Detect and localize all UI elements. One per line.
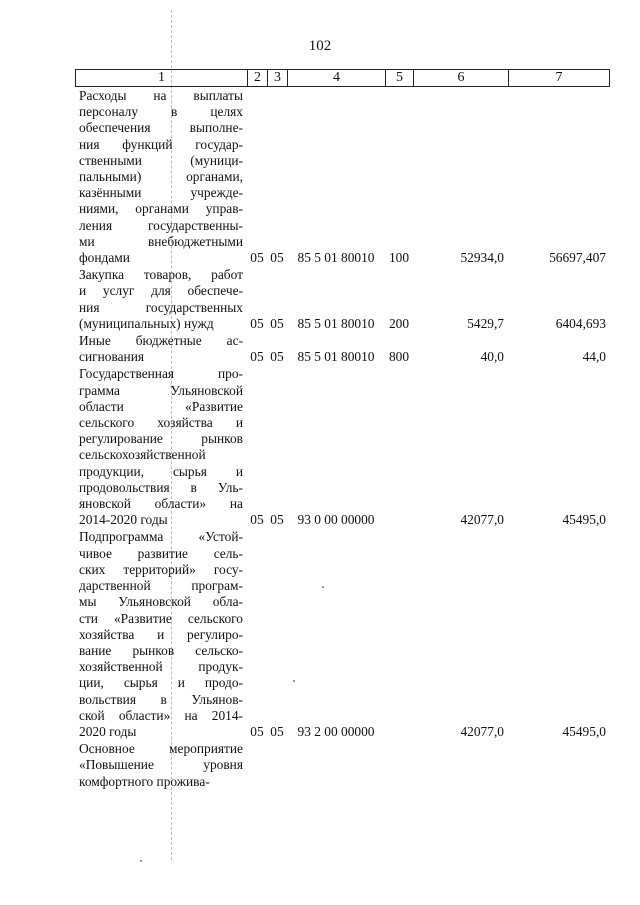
- description-line: продукции, сырья и: [79, 463, 243, 479]
- header-col-5: 5: [386, 70, 414, 86]
- budget-table: [75, 69, 610, 790]
- description-line: ственными (муници-: [79, 152, 243, 168]
- description-line: ления государственны-: [79, 217, 243, 233]
- description-line: персоналу в целях: [79, 104, 243, 120]
- cell-col-3: 05: [270, 512, 284, 528]
- description-line: хозяйственной продук-: [79, 659, 243, 675]
- description-line: ских территорий» госу-: [79, 561, 243, 577]
- header-col-6: 6: [414, 70, 509, 86]
- cell-col-6: 42077,0: [460, 723, 504, 739]
- description-line: ской области» на 2014-: [79, 707, 243, 723]
- description-line: регулирование рынков: [79, 431, 243, 447]
- table-body: [75, 87, 610, 790]
- description-line: и услуг для обеспече-: [79, 283, 243, 299]
- row-description: [75, 528, 243, 740]
- description-line: Основное мероприятие: [79, 741, 243, 757]
- header-col-3: 3: [268, 70, 288, 86]
- description-line: Расходы на выплаты: [79, 88, 243, 103]
- row-description: [75, 740, 243, 790]
- cell-col-3: 05: [270, 349, 284, 365]
- description-line: грамма Ульяновской: [79, 382, 243, 398]
- description-line: мы Ульяновской обла-: [79, 594, 243, 610]
- header-col-7: 7: [555, 70, 563, 85]
- description-line: фондами: [79, 250, 130, 266]
- cell-col-2: 05: [250, 512, 264, 528]
- cell-col-4: 85 5 01 80010: [297, 315, 375, 331]
- cell-col-2: 05: [250, 315, 264, 331]
- description-line: сельскохозяйственной: [79, 447, 206, 463]
- description-line: ния функций государ-: [79, 136, 243, 152]
- description-line: Закупка товаров, работ: [79, 267, 243, 283]
- cell-col-7: 45495,0: [562, 723, 606, 739]
- cell-col-4: 85 5 01 80010: [297, 250, 375, 266]
- description-line: обеспечения выполне-: [79, 120, 243, 136]
- table-row: [75, 365, 610, 528]
- description-line: 2014-2020 годы: [79, 512, 168, 528]
- cell-col-7: 56697,407: [549, 250, 606, 266]
- cell-col-6: 40,0: [480, 349, 504, 365]
- description-line: яновской области» на: [79, 496, 243, 512]
- description-line: ми внебюджетными: [79, 233, 243, 249]
- scan-speck: [293, 680, 295, 682]
- description-line: области «Развитие: [79, 398, 243, 414]
- description-line: 2020 годы: [79, 723, 137, 739]
- description-line: хозяйства и регулиро-: [79, 626, 243, 642]
- cell-col-4: 93 2 00 00000: [297, 723, 375, 739]
- table-row: [75, 332, 610, 365]
- description-line: Государственная про-: [79, 366, 243, 382]
- cell-col-5: 800: [388, 349, 410, 365]
- cell-col-6: 42077,0: [460, 512, 504, 528]
- description-line: вольствия в Ульянов-: [79, 691, 243, 707]
- cell-col-3: 05: [270, 723, 284, 739]
- cell-col-3: 05: [270, 250, 284, 266]
- page-number: 102: [308, 38, 332, 54]
- description-line: казёнными учрежде-: [79, 185, 243, 201]
- description-line: ния государственных: [79, 299, 243, 315]
- cell-col-5: 100: [388, 250, 410, 266]
- cell-col-2: 05: [250, 250, 264, 266]
- description-line: сти «Развитие сельского: [79, 610, 243, 626]
- description-line: ниями, органами управ-: [79, 201, 243, 217]
- description-line: Подпрограмма «Устой-: [79, 529, 243, 545]
- description-line: Иные бюджетные ас-: [79, 333, 243, 349]
- table-header-row: [75, 69, 610, 87]
- scan-speck: [322, 586, 324, 588]
- table-row: [75, 740, 610, 790]
- cell-col-7: 44,0: [582, 349, 606, 365]
- cell-col-5: 200: [388, 315, 410, 331]
- table-row: [75, 87, 610, 266]
- row-description: [75, 365, 243, 528]
- description-line: дарственной програм-: [79, 578, 243, 594]
- cell-col-6: 52934,0: [460, 250, 504, 266]
- header-col-4: 4: [288, 70, 386, 86]
- cell-col-7: 45495,0: [562, 512, 606, 528]
- description-line: (муниципальных) нужд: [79, 315, 214, 331]
- description-line: вание рынков сельско-: [79, 642, 243, 658]
- cell-col-2: 05: [250, 349, 264, 365]
- row-description: [75, 332, 243, 365]
- description-line: продовольствия в Уль-: [79, 479, 243, 495]
- cell-col-2: 05: [250, 723, 264, 739]
- description-line: ции, сырья и продо-: [79, 675, 243, 691]
- header-col-2: 2: [248, 70, 268, 86]
- description-line: сигнования: [79, 349, 145, 365]
- scan-speck: [140, 860, 142, 862]
- description-line: чивое развитие сель-: [79, 545, 243, 561]
- row-description: [75, 87, 243, 266]
- table-row: [75, 528, 610, 740]
- description-line: комфортного прожива-: [79, 773, 210, 789]
- table-row: [75, 266, 610, 332]
- cell-col-7: 6404,693: [555, 315, 606, 331]
- cell-col-4: 93 0 00 00000: [297, 512, 375, 528]
- header-col-1: 1: [76, 70, 248, 86]
- description-line: пальными) органами,: [79, 169, 243, 185]
- cell-col-6: 5429,7: [467, 315, 504, 331]
- description-line: «Повышение уровня: [79, 757, 243, 773]
- cell-col-3: 05: [270, 315, 284, 331]
- cell-col-4: 85 5 01 80010: [297, 349, 375, 365]
- description-line: сельского хозяйства и: [79, 415, 243, 431]
- row-description: [75, 266, 243, 332]
